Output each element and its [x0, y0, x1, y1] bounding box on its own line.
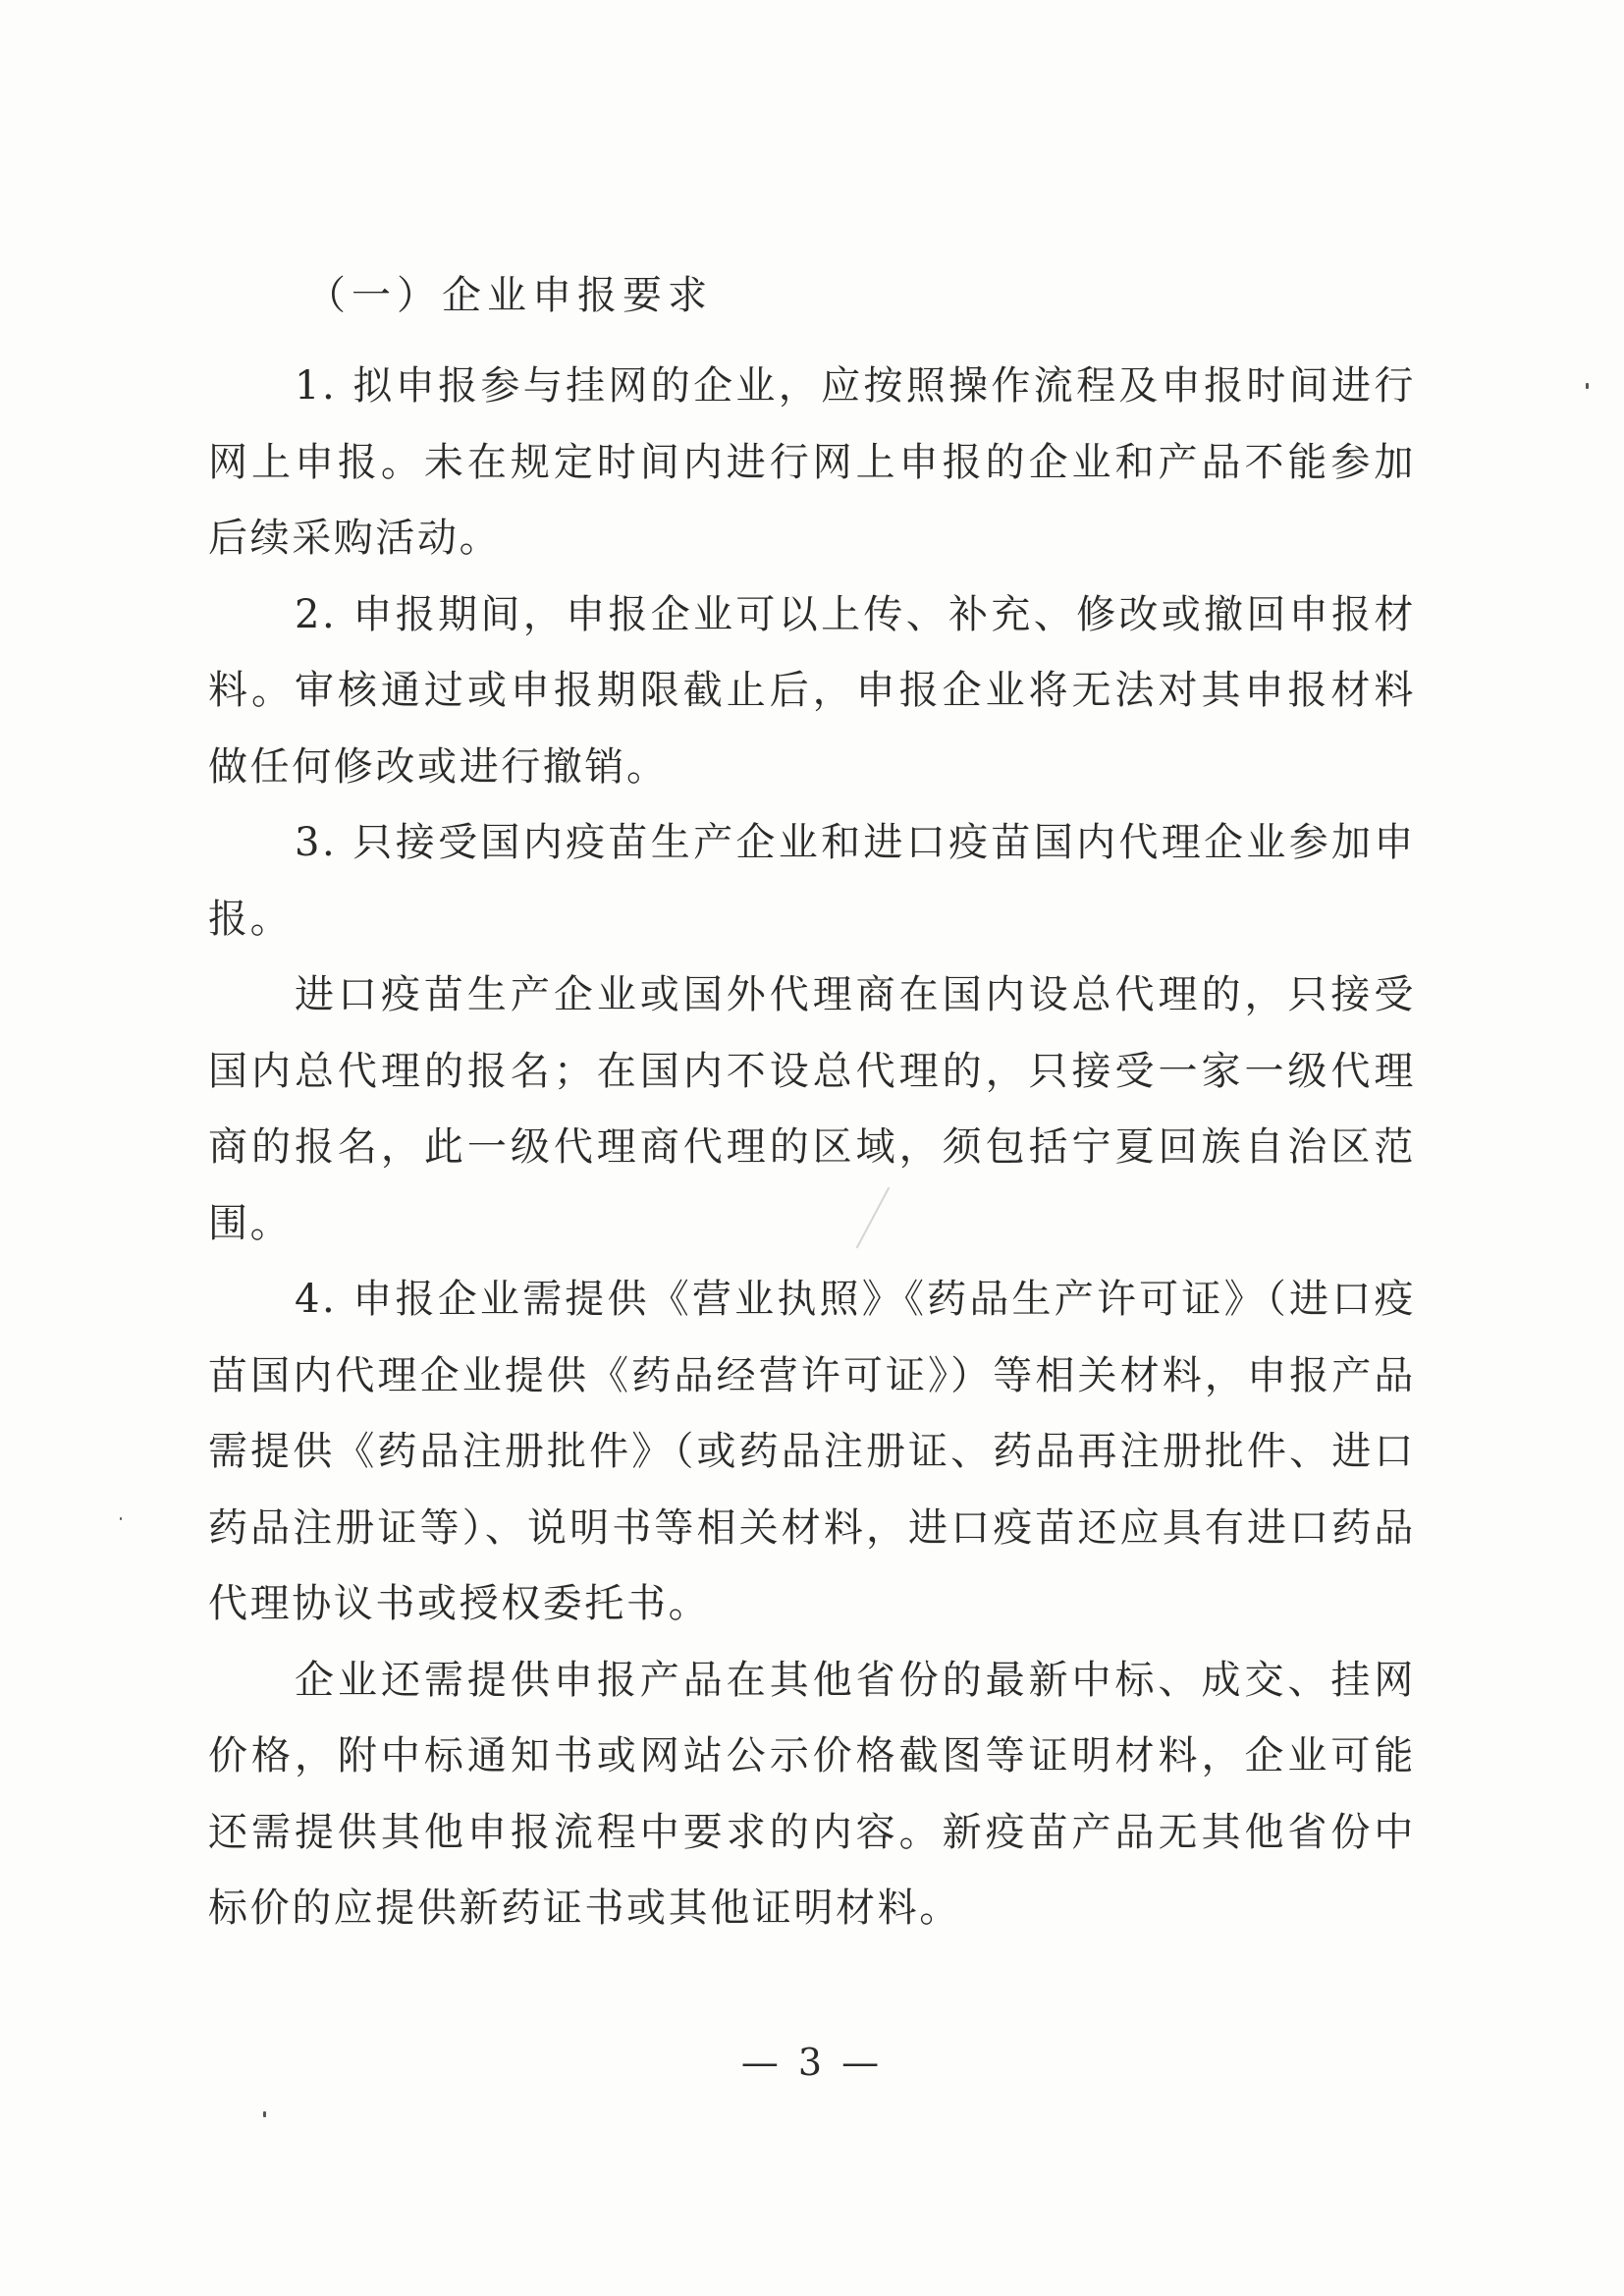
section-heading: （一）企业申报要求 — [306, 273, 713, 318]
paragraph-2: 2. 申报期间，申报企业可以上传、补充、修改或撤回申报材料。审核通过或申报期限截止后，申报企业将无法对其申报材料做任何修改或进行撤销。 — [208, 591, 1416, 790]
paragraph-3: 3. 只接受国内疫苗生产企业和进口疫苗国内代理企业参加申报。 — [208, 820, 1416, 942]
paragraph-1: 1. 拟申报参与挂网的企业，应按照操作流程及申报时间进行网上申报。未在规定时间内进行网上申报的企业和产品不能参加后续采购活动。 — [208, 363, 1416, 561]
document-body — [208, 257, 1416, 1947]
paragraph-3-detail: 进口疫苗生产企业或国外代理商在国内设总代理的，只接受国内总代理的报名；在国内不设总代理的，只接受一家一级代理商的报名，此一级代理商代理的区域，须包括宁夏回族自治区范围。 — [208, 972, 1416, 1246]
paragraph-4: 4. 申报企业需提供《营业执照》《药品生产许可证》（进口疫苗国内代理企业提供《药品经营许可证》）等相关材料，申报产品需提供《药品注册批件》（或药品注册证、药品再注册批件、进口药品注册证等）、说明书等相关材料，进口疫苗还应具有进口药品代理协议书或授权委托书。 — [208, 1277, 1416, 1626]
paragraph-4-detail: 企业还需提供申报产品在其他省份的最新中标、成交、挂网价格，附中标通知书或网站公示价格截图等证明材料，企业可能还需提供其他申报流程中要求的内容。新疫苗产品无其他省份中标价的应提供新药证书或其他证明材料。 — [208, 1657, 1416, 1931]
scan-speck — [263, 2111, 266, 2117]
page-number: — 3 — — [740, 2041, 884, 2084]
scan-speck — [120, 1517, 122, 1520]
scan-speck — [1586, 383, 1589, 389]
